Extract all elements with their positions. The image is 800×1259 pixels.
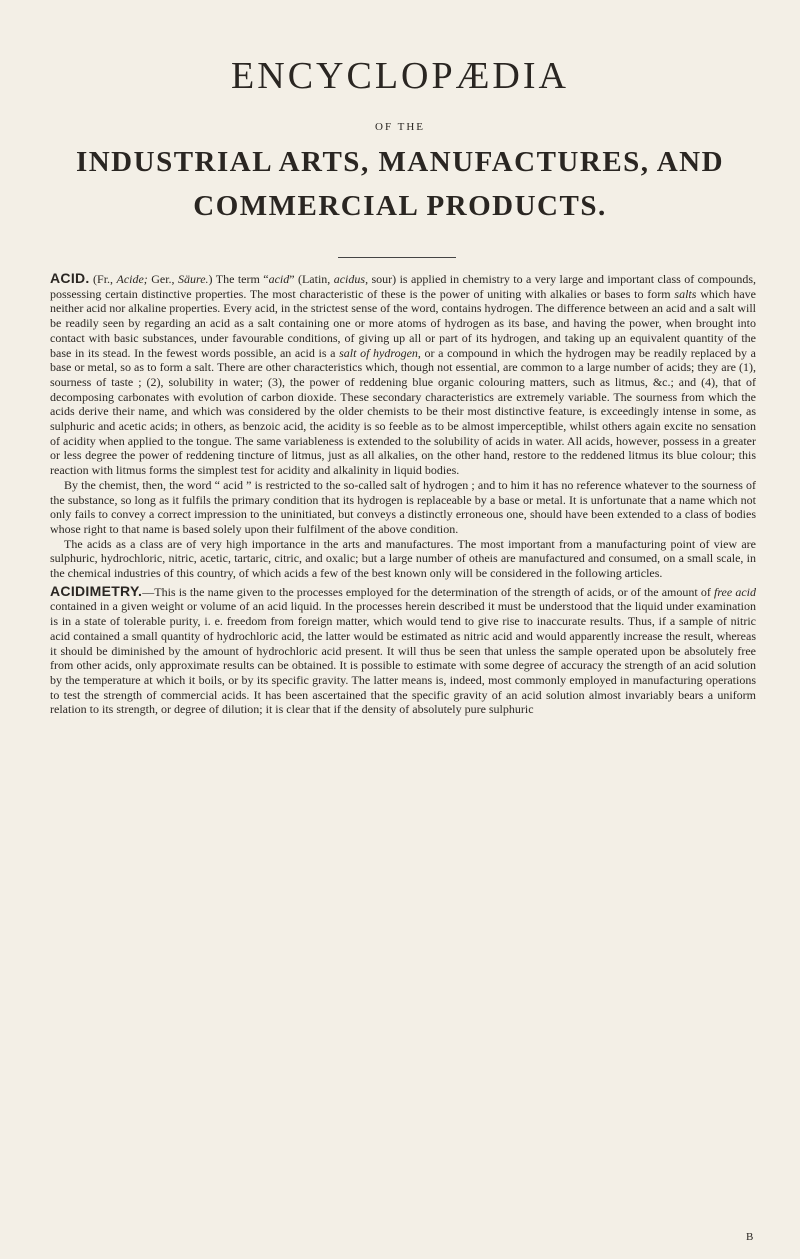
etym-ger: Ger., (151, 272, 175, 286)
acid-p1-d: which have neither acid nor alkaline properties. Every acid, in the strictest sense of the word, contains hydrogen. The difference between an acid and a salt will be readily seen by regarding an acid as a salt containing one or more atoms of hydrogen as its base, and having the power, when brought into contact with basic substances, under favourable conditions, of giving up all or part of its hydrogen, and taking up an equivalent quantity of the base in its stead. In the fewest words possible, an acid is a (50, 286, 756, 360)
subtitle-line-1: INDUSTRIAL ARTS, MANUFACTURES, AND (75, 146, 725, 178)
free-acid-italic: free acid (714, 584, 757, 599)
headword-acidimetry: ACIDIMETRY. (50, 582, 143, 599)
salt-of-hydrogen-italic: salt of hydrogen (339, 345, 418, 360)
acidimetry-p-a: —This is the name given to the processes employed for the determination of the strength of acids, or of the amount of (142, 584, 714, 599)
etym-ger-word: Säure. (177, 272, 209, 286)
page-title: ENCYCLOPÆDIA (231, 55, 569, 97)
headword-acid: ACID. (50, 270, 90, 286)
article-acidimetry (50, 584, 756, 717)
article-acid (50, 271, 756, 478)
etym-open: ( (89, 272, 98, 286)
of-the-line: OF THE (375, 121, 425, 133)
acid-p1-e: , or a compound in which the hydrogen may be readily replaced by a base or metal, so as to form a salt. There are other characteristics which, though not essential, are common to a large number of acids; they are (1), sourness of taste ; (2), solubility in water; (3), the power of reddening blue organic colouring matters, such as litmus, &c.; and (4), that of decomposing carbonates with evolution of carbon dioxide. These secondary characteristics are extremely variable. The sourness from which the acids derive their name, and which was considered by the older chemists to be their most distinctive feature, is exceedingly intense in some, as sulphuric and acetic acids; in others, as benzoic acid, the acidity is so feeble as to be almost imperceptible, whilst others again excite no sensation of acidity when applied to the tongue. The same variableness is extended to the solubility of acids in water. All acids, however, possess in a greater or less degree the power of reddening tincture of litmus, just as all alkalies, on the other hand, restore to the reddened litmus its blue colour; this reaction with litmus forms the simplest test for acidity and alkalinity in liquid bodies. (50, 345, 756, 478)
article-body (50, 268, 756, 717)
acid-term-italic: acid (268, 272, 290, 286)
title-rule (338, 257, 456, 258)
acid-p1-a: The term “ (212, 272, 269, 286)
acidus-italic: acidus (333, 272, 366, 286)
etym-fr-word: Acide; (116, 272, 148, 286)
acidimetry-p-b: contained in a given weight or volume of an acid liquid. In the processes herein described it must be understood that the liquid under examination is in a state of tolerable purity, i. e. freedom from foreign matter, which would tend to give rise to inaccurate results. Thus, if a sample of nitric acid contained a small quantity of hydrochloric acid, the latter would be estimated as nitric acid and would apparently increase the result, whereas it should be diminished by the amount of hydrochloric acid present. It will thus be seen that unless the sample operated upon be absolutely free from other acids, only approximate results can be obtained. It is possible to estimate with some degree of accuracy the strength of an acid solution by the temperature at which it boils, or by its specific gravity. The latter means is, indeed, most commonly employed in manufacturing operations to test the strength of commercial acids. It has been ascertained that the specific gravity of an acid solution almost invariably bears a uniform relation to its strength, or degree of dilution; it is clear that if the density of absolutely pure sulphuric (50, 599, 756, 717)
acid-p1-c: , sour) is applied in chemistry to a very large and important class of compounds, possessing certain distinctive properties. The most characteristic of these is the power of uniting with alkalies or bases to form (50, 272, 757, 301)
signature-mark: B (746, 1231, 754, 1243)
etym-close: ) (208, 272, 213, 286)
acid-paragraph-3: The acids as a class are of very high importance in the arts and manufactures. The most important from a manufacturing point of view are sulphuric, hydrochloric, nitric, acetic, tartaric, citric, and oxalic; but a large number of otheis are manufactured and consumed, on a small scale, in the chemical industries of this country, of which acids a few of the best known only will be considered in the following articles. (50, 536, 756, 581)
acid-p1-b: ” (Latin, (289, 272, 334, 286)
subtitle-line-2: COMMERCIAL PRODUCTS. (193, 190, 607, 222)
etym-fr: Fr., (97, 272, 114, 286)
acid-paragraph-2: By the chemist, then, the word “ acid ” is restricted to the so-called salt of hydrogen ; and to him it has no reference whatever to the sourness of the substance, so long as it fulfils the primary condition that its hydrogen is replaceable by a base or metal. It is unfortunate that a name which not only fails to convey a correct impression to the uninitiated, but conveys a distinctly erroneous one, should have been extended to a class of bodies whose right to that name is based solely upon their fulfilment of the above condition. (50, 477, 756, 536)
salts-italic: salts (674, 286, 697, 301)
